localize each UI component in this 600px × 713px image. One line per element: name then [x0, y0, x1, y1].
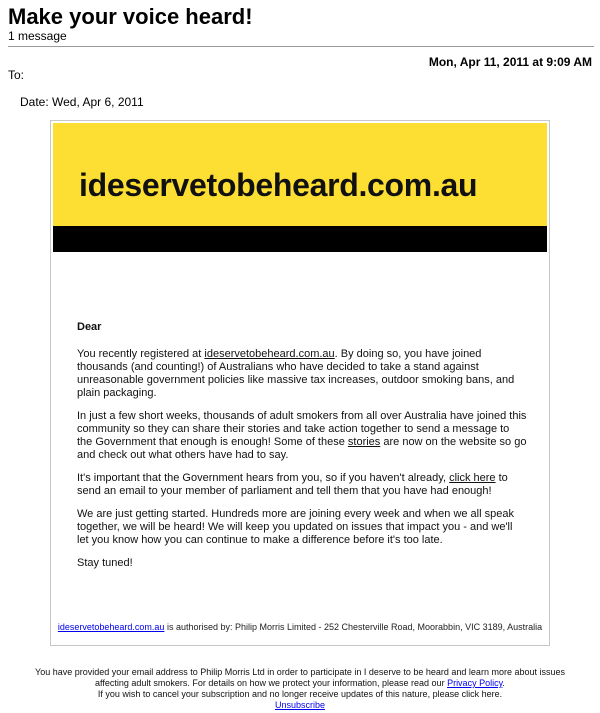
- unsubscribe-link[interactable]: Unsubscribe: [274, 700, 326, 710]
- privacy-policy-link[interactable]: Privacy Policy: [447, 678, 503, 688]
- disclaimer: [30, 667, 570, 711]
- message-count: 1 message: [8, 29, 67, 43]
- to-label: To:: [8, 68, 25, 82]
- footnote-site-link[interactable]: ideservetobeheard.com.au: [57, 622, 165, 632]
- paragraph-3: It's important that the Government hears from you, so if you haven't already, click here to send an email to your member of parliament and tell them that you have had enough!: [77, 472, 508, 497]
- authorisation-footnote: ideservetobeheard.com.au is authorised by: Philip Morris Limited - 252 Chesterville Road, Moorabbin, VIC 3189, Australia: [57, 622, 543, 632]
- paragraph-1: You recently registered at ideservetobeheard.com.au. By doing so, you have joined thousands (and counting!) of Australians who have decided to take a stand against unreasonable government policies like massive tax increases, outdoor smoking bans, and plain packaging.: [77, 348, 515, 399]
- banner-site-name: ideservetobeheard.com.au: [79, 167, 478, 203]
- stories-link[interactable]: stories: [347, 436, 381, 448]
- email-subject: Make your voice heard!: [8, 4, 253, 29]
- disclaimer-line-2: If you wish to cancel your subscription and no longer receive updates of this nature, please click here.: [97, 689, 503, 699]
- header-divider: [8, 46, 594, 47]
- disclaimer-line-1: You have provided your email address to Philip Morris Ltd in order to participate in I deserve to be heard and learn more about issues affecting adult smokers. For details on how we protect your information, please read our Privacy Policy.: [35, 667, 565, 688]
- forwarded-date: Date: Wed, Apr 6, 2011: [20, 95, 144, 109]
- email-card: [50, 120, 550, 646]
- paragraph-2: In just a few short weeks, thousands of adult smokers from all over Australia have joined this community so they can share their stories and take action together to send a message to the Government that enough is enough! Some of these stories are now on the website so go and check out what others have had to say.: [77, 410, 527, 461]
- banner: [53, 123, 547, 226]
- greeting: Dear: [77, 321, 102, 333]
- paragraph-4: We are just getting started. Hundreds more are joining every week and when we all speak together, we will be heard! We will keep you updated on issues that impact you - and we'll let you know how you can continue to make a difference before it's too late.: [77, 508, 514, 546]
- site-link[interactable]: ideservetobeheard.com.au: [204, 348, 335, 360]
- email-body: [77, 321, 527, 580]
- click-here-link[interactable]: click here: [449, 472, 496, 484]
- banner-black-bar: [53, 226, 547, 252]
- sent-date: Mon, Apr 11, 2011 at 9:09 AM: [428, 55, 592, 69]
- sign-off: Stay tuned!: [77, 557, 133, 569]
